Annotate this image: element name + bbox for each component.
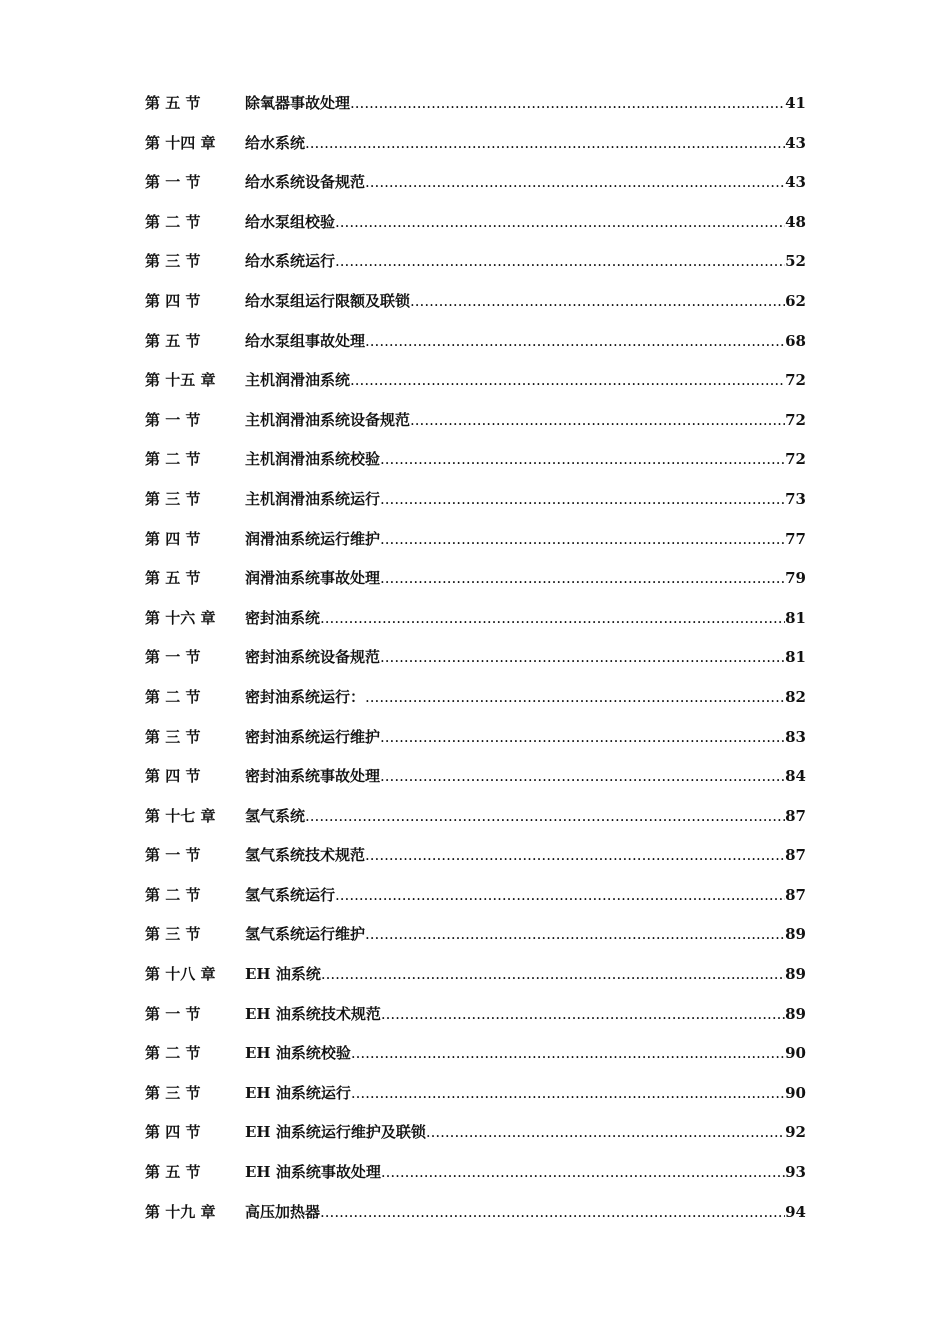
toc-entry-title: 给水泵组运行限额及联锁 — [245, 291, 411, 310]
toc-entry[interactable] — [145, 369, 806, 409]
toc-entry-page: 90 — [785, 1044, 806, 1063]
toc-entry-page: 73 — [785, 489, 806, 508]
toc-entry-page: 92 — [785, 1123, 806, 1142]
toc-dot-leader — [350, 371, 785, 389]
toc-entry-page: 43 — [785, 133, 806, 152]
toc-entry-number: 第 二 节 — [145, 885, 201, 904]
toc-entry-title: 给水泵组校验 — [245, 212, 336, 231]
toc-entry-title: 高压加热器 — [245, 1202, 321, 1221]
toc-entry[interactable] — [145, 132, 806, 172]
toc-entry-title: EH 油系统运行维护及联锁 — [245, 1123, 426, 1142]
toc-entry-page: 62 — [785, 291, 806, 310]
toc-entry[interactable] — [145, 171, 806, 211]
toc-entry-page: 89 — [785, 925, 806, 944]
toc-entry-number: 第 五 节 — [145, 94, 201, 112]
toc-dot-leader — [381, 1163, 785, 1181]
toc-entry[interactable] — [145, 607, 806, 647]
toc-entry-page: 48 — [785, 212, 806, 231]
toc-entry-title: 给水系统设备规范 — [245, 173, 366, 192]
toc-entry-title: 主机润滑油系统 — [245, 371, 351, 390]
toc-entry-number: 第 四 节 — [145, 767, 201, 786]
toc-entry[interactable] — [145, 1121, 806, 1161]
toc-entry-number: 第 五 节 — [145, 1163, 201, 1182]
toc-entry-number: 第 一 节 — [145, 173, 201, 192]
toc-entry-number: 第 四 节 — [145, 529, 201, 548]
toc-entry-page: 43 — [785, 173, 806, 192]
toc-entry[interactable] — [145, 290, 806, 330]
toc-entry[interactable] — [145, 409, 806, 449]
toc-entry-number: 第 二 节 — [145, 1044, 201, 1063]
toc-dot-leader — [380, 728, 785, 746]
toc-dot-leader — [351, 1044, 785, 1062]
toc-entry[interactable] — [145, 250, 806, 290]
toc-entry-page: 89 — [785, 965, 806, 984]
toc-entry-number: 第 五 节 — [145, 569, 201, 588]
toc-entry-title: 给水泵组事故处理 — [245, 331, 366, 350]
toc-dot-leader — [381, 1005, 785, 1023]
toc-entry-number: 第 十九 章 — [145, 1202, 216, 1221]
toc-entry-page: 81 — [785, 608, 806, 627]
toc-entry-number: 第 三 节 — [145, 925, 201, 944]
toc-entry-number: 第 四 节 — [145, 1123, 201, 1142]
toc-entry-number: 第 十五 章 — [145, 371, 216, 390]
toc-entry-title: 除氧器事故处理 — [245, 94, 351, 112]
toc-entry-number: 第 五 节 — [145, 331, 201, 350]
toc-entry-title: 润滑油系统事故处理 — [245, 569, 381, 588]
toc-entry-title: 主机润滑油系统设备规范 — [245, 410, 411, 429]
toc-dot-leader — [380, 767, 785, 785]
toc-entry-page: 87 — [785, 806, 806, 825]
toc-entry[interactable] — [145, 963, 806, 1003]
toc-dot-leader — [335, 213, 785, 231]
toc-entry-page: 77 — [785, 529, 806, 548]
toc-entry-page: 89 — [785, 1004, 806, 1023]
toc-entry-page: 72 — [785, 371, 806, 390]
toc-entry-number: 第 十四 章 — [145, 133, 216, 152]
toc-entry[interactable] — [145, 765, 806, 805]
toc-entry-number: 第 二 节 — [145, 450, 201, 469]
toc-entry-title: 给水系统 — [245, 133, 306, 152]
toc-entry-title: 主机润滑油系统校验 — [245, 450, 381, 469]
toc-entry-number: 第 十六 章 — [145, 608, 216, 627]
toc-entry[interactable] — [145, 1082, 806, 1122]
toc-entry-number: 第 三 节 — [145, 727, 201, 746]
toc-dot-leader — [365, 173, 785, 191]
toc-entry-number: 第 三 节 — [145, 1083, 201, 1102]
toc-entry-number: 第 三 节 — [145, 252, 201, 271]
toc-dot-leader — [380, 648, 785, 666]
toc-entry[interactable] — [145, 528, 806, 568]
toc-dot-leader — [380, 569, 785, 587]
toc-dot-leader — [365, 925, 785, 943]
toc-entry-title: EH 油系统运行 — [245, 1083, 351, 1102]
toc-dot-leader — [380, 530, 785, 548]
toc-dot-leader — [380, 450, 785, 468]
toc-dot-leader — [305, 134, 785, 152]
toc-entry[interactable] — [145, 1201, 806, 1241]
toc-entry-number: 第 十八 章 — [145, 965, 216, 984]
toc-entry-title: 主机润滑油系统运行 — [245, 489, 381, 508]
toc-entry[interactable] — [145, 884, 806, 924]
toc-dot-leader — [365, 332, 785, 350]
toc-entry[interactable] — [145, 1003, 806, 1043]
toc-entry-page: 93 — [785, 1163, 806, 1182]
toc-dot-leader — [320, 609, 785, 627]
toc-entry[interactable] — [145, 805, 806, 845]
toc-dot-leader — [410, 292, 785, 310]
toc-dot-leader — [321, 965, 785, 983]
toc-dot-leader — [365, 688, 785, 706]
toc-entry-number: 第 一 节 — [145, 410, 201, 429]
toc-entry[interactable] — [145, 844, 806, 884]
toc-entry[interactable] — [145, 211, 806, 251]
toc-entry-page: 72 — [785, 450, 806, 469]
toc-entry[interactable] — [145, 686, 806, 726]
toc-entry-page: 94 — [785, 1202, 806, 1221]
toc-entry-page: 83 — [785, 727, 806, 746]
toc-entry-title: 氢气系统技术规范 — [245, 846, 366, 865]
toc-entry[interactable] — [145, 923, 806, 963]
toc-entry-title: 氢气系统运行 — [245, 885, 336, 904]
toc-entry[interactable] — [145, 488, 806, 528]
toc-dot-leader — [351, 1084, 785, 1102]
toc-entry-title: EH 油系统校验 — [245, 1044, 351, 1063]
table-of-contents — [145, 92, 806, 1240]
toc-entry-number: 第 三 节 — [145, 489, 201, 508]
toc-entry-number: 第 一 节 — [145, 846, 201, 865]
toc-entry-page: 81 — [785, 648, 806, 667]
toc-entry-page: 82 — [785, 687, 806, 706]
toc-entry-page: 68 — [785, 331, 806, 350]
toc-entry-page: 84 — [785, 767, 806, 786]
toc-entry[interactable] — [145, 1042, 806, 1082]
toc-entry-number: 第 四 节 — [145, 291, 201, 310]
toc-dot-leader — [335, 886, 785, 904]
toc-dot-leader — [410, 411, 785, 429]
toc-entry[interactable] — [145, 448, 806, 488]
toc-entry-title: 氢气系统运行维护 — [245, 925, 366, 944]
toc-entry-title: 密封油系统设备规范 — [245, 648, 381, 667]
toc-entry[interactable] — [145, 92, 806, 132]
toc-dot-leader — [335, 252, 785, 270]
toc-entry-title: 密封油系统 — [245, 608, 321, 627]
toc-dot-leader — [380, 490, 785, 508]
toc-dot-leader — [426, 1123, 785, 1141]
toc-entry-page: 87 — [785, 846, 806, 865]
toc-entry-title: 润滑油系统运行维护 — [245, 529, 381, 548]
toc-entry-title: 密封油系统运行维护 — [245, 727, 381, 746]
toc-entry[interactable] — [145, 1161, 806, 1201]
toc-entry-page: 52 — [785, 252, 806, 271]
toc-entry-page: 90 — [785, 1083, 806, 1102]
toc-entry[interactable] — [145, 567, 806, 607]
toc-entry-title: 密封油系统事故处理 — [245, 767, 381, 786]
toc-entry-page: 79 — [785, 569, 806, 588]
toc-entry-number: 第 一 节 — [145, 1004, 201, 1023]
toc-dot-leader — [305, 807, 785, 825]
toc-entry-page: 87 — [785, 885, 806, 904]
toc-entry-title: 氢气系统 — [245, 806, 306, 825]
toc-dot-leader — [365, 846, 785, 864]
toc-entry-title: 密封油系统运行： — [245, 687, 366, 706]
toc-entry-title: 给水系统运行 — [245, 252, 336, 271]
toc-entry[interactable] — [145, 646, 806, 686]
toc-entry-page: 72 — [785, 410, 806, 429]
toc-dot-leader — [320, 1203, 785, 1221]
toc-entry-title: EH 油系统 — [245, 965, 321, 984]
toc-entry-number: 第 一 节 — [145, 648, 201, 667]
toc-entry-number: 第 十七 章 — [145, 806, 216, 825]
toc-dot-leader — [350, 94, 785, 112]
toc-entry-title: EH 油系统事故处理 — [245, 1163, 381, 1182]
toc-entry-title: EH 油系统技术规范 — [245, 1004, 381, 1023]
toc-entry-page: 41 — [785, 94, 806, 112]
toc-entry-number: 第 二 节 — [145, 212, 201, 231]
toc-entry-number: 第 二 节 — [145, 687, 201, 706]
toc-entry[interactable] — [145, 330, 806, 370]
toc-entry[interactable] — [145, 726, 806, 766]
